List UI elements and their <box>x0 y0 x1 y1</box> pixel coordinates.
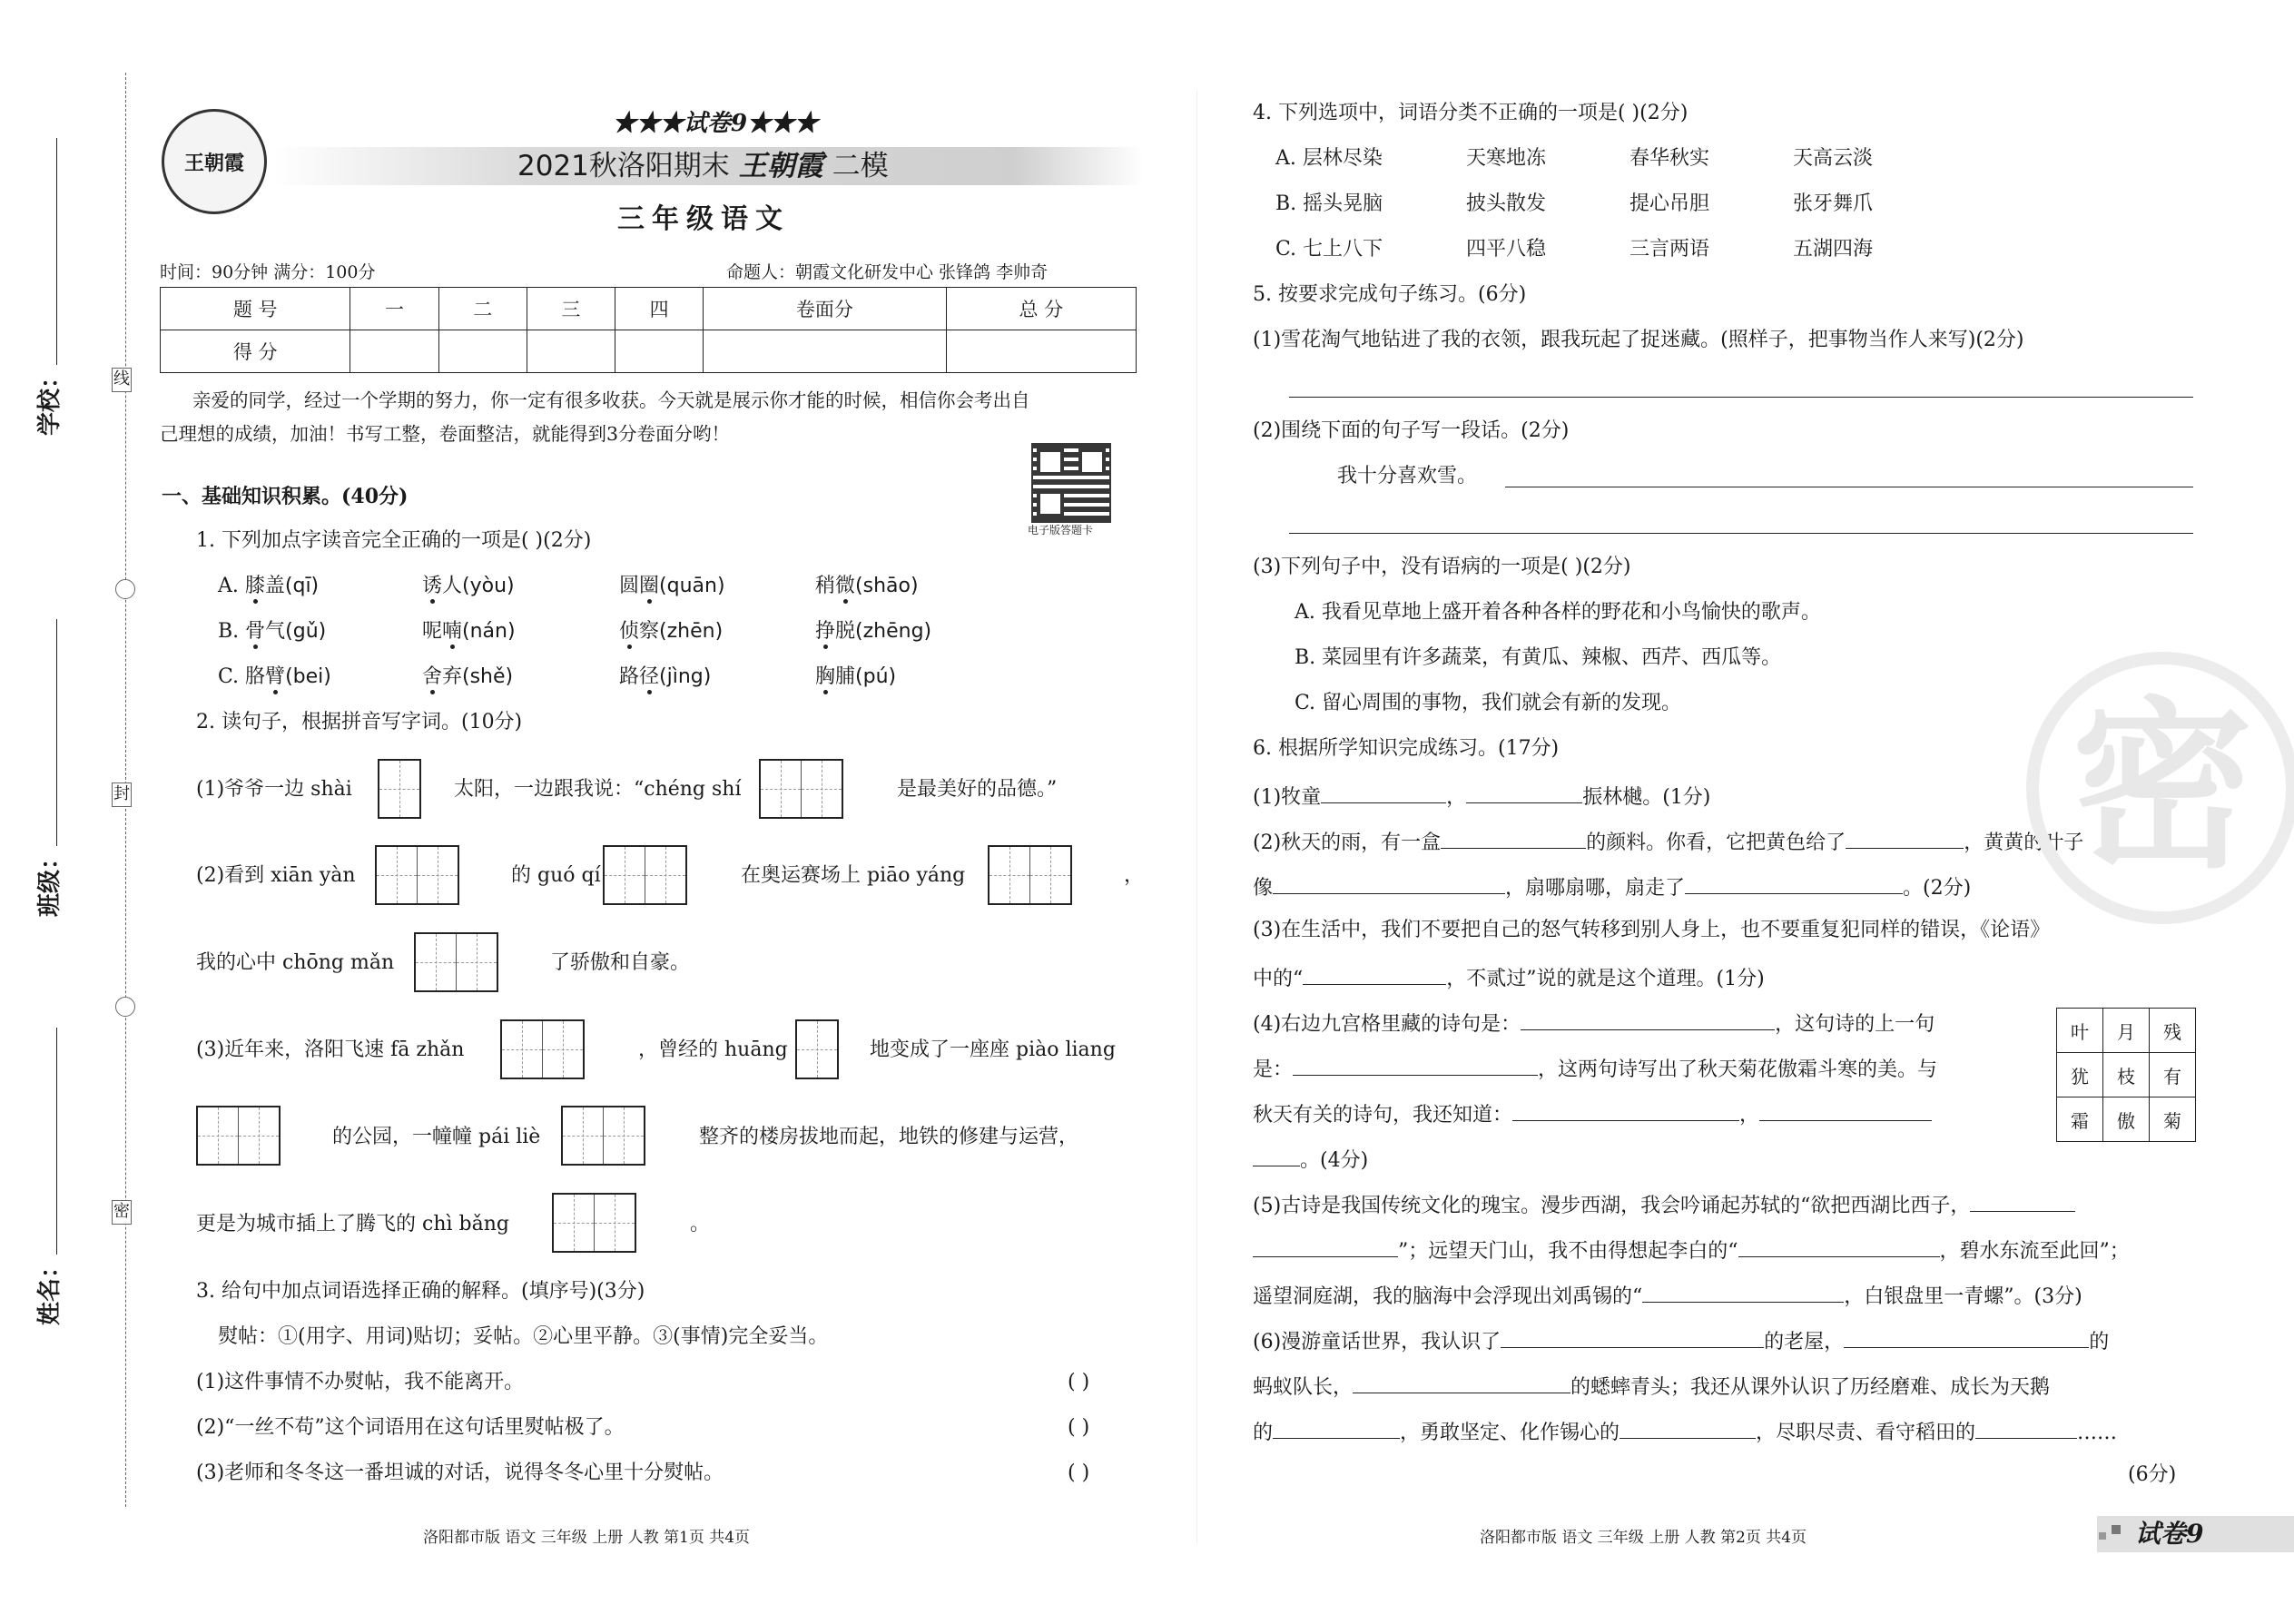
q4-a-2: 天寒地冻 <box>1466 147 1547 170</box>
logo-text: 王朝霞 <box>183 151 244 175</box>
q3-item-1: (1)这件事情不办熨帖，我不能离开。 <box>196 1371 525 1393</box>
q6-6-line-1: (6)漫游童话世界，我认识了 的老屋， 的 <box>1253 1327 2109 1353</box>
grid-cell: 霜 <box>2057 1097 2103 1142</box>
q6-4-line-4: 。(4分) <box>1253 1146 1368 1172</box>
score-table-score-row <box>161 330 1137 373</box>
right-page-footer: 洛阳都市版 语文 三年级 上册 人教 第2页 共4页 <box>1480 1529 1807 1547</box>
q6-6-line-3: 的 ，勇敢坚定、化作锡心的 ，尽职尽责、看守稻田的 …… <box>1253 1418 2117 1444</box>
score-input[interactable] <box>704 330 946 373</box>
q2-s4-text-c: 地变成了一座座 piào liang <box>870 1038 1116 1061</box>
q2-write-box-guoqi[interactable] <box>603 845 687 905</box>
qr-code[interactable] <box>1031 443 1111 523</box>
q2-write-box-chongman[interactable] <box>414 932 498 992</box>
score-cell: 得 分 <box>161 330 350 373</box>
q4-b-3: 提心吊胆 <box>1629 192 1710 215</box>
exam-title-prefix: 2021秋洛阳期末 <box>517 150 730 182</box>
q6-4-blank-3[interactable] <box>1512 1100 1739 1121</box>
q5-3: (3)下列句子中，没有语病的一项是( )(2分) <box>1253 556 1631 578</box>
q6-2-blank-3[interactable] <box>1273 873 1505 894</box>
q1-c-4: 胸脯(pú) <box>815 665 897 688</box>
page-divider <box>1196 91 1197 1543</box>
grid-cell: 枝 <box>2103 1053 2150 1097</box>
logo-badge <box>162 109 267 214</box>
poem-nine-grid <box>2056 1008 2196 1142</box>
q6-6-line-2: 蚂蚁队长， 的蟋蟀青头；我还从课外认识了历经磨难、成长为天鹅 <box>1253 1373 2050 1399</box>
score-input[interactable] <box>615 330 704 373</box>
q2-s2-text-c: 在奥运赛场上 piāo yáng <box>741 864 966 887</box>
q6-4-blank-1[interactable] <box>1521 1009 1775 1030</box>
exam-main-title <box>517 151 889 183</box>
q6-3-blank[interactable] <box>1303 964 1446 985</box>
score-cell: 一 <box>350 288 438 330</box>
q2-s1-text-c: 是最美好的品德。” <box>897 778 1058 801</box>
q4-c-3: 三言两语 <box>1629 238 1710 261</box>
q6-6-blank-5[interactable] <box>1620 1418 1756 1439</box>
q6-5-blank-1[interactable] <box>1970 1191 2075 1212</box>
paper-tag-deco <box>2099 1532 2106 1540</box>
q2-s5-text-b: 整齐的楼房拔地而起，地铁的修建与运营， <box>699 1126 1079 1148</box>
q1-b-3: 侦察(zhēn) <box>619 620 724 643</box>
q2-write-box-piaoliang[interactable] <box>196 1106 281 1166</box>
q6-6-score: (6分) <box>2128 1463 2177 1486</box>
q6-2-blank-4[interactable] <box>1685 873 1903 894</box>
q6-1: (1)牧童 ， 振林樾。(1分) <box>1253 782 1710 809</box>
grid-cell: 叶 <box>2057 1009 2103 1053</box>
q6-4-line-2: 是： ，这两句诗写出了秋天菊花傲霜斗寒的美。与 <box>1253 1055 1937 1081</box>
q1-a-4: 稍微(shāo) <box>815 575 919 597</box>
grid-cell: 有 <box>2150 1053 2196 1097</box>
q4-a-4: 天高云淡 <box>1793 147 1874 170</box>
section-1-heading: 一、基础知识积累。(40分) <box>162 485 409 508</box>
intro-line-1: 亲爱的同学，经过一个学期的努力，你一定有很多收获。今天就是展示你才能的时候，相信你会考出自 <box>192 389 1030 411</box>
q3-answer-2[interactable]: ( ) <box>1068 1416 1090 1439</box>
q6-5-line-3: 遥望洞庭湖，我的脑海中会浮现出刘禹锡的“ ，白银盘里一青螺”。(3分) <box>1253 1282 2082 1308</box>
q6-6-blank-4[interactable] <box>1273 1418 1400 1439</box>
exam-authors: 命题人：朝霞文化研发中心 张锋鸽 李帅奇 <box>726 262 1049 282</box>
q2-write-box-huang[interactable] <box>795 1019 839 1079</box>
q2-s2-text-b: 的 guó qí <box>511 864 601 887</box>
score-cell: 总 分 <box>946 288 1136 330</box>
q2-s1-text-b: 太阳，一边跟我说：“chéng shí <box>454 778 742 801</box>
q6-3-line-2: 中的“ ，不贰过”说的就是这个道理。(1分) <box>1253 964 1765 990</box>
q6-1-blank-1[interactable] <box>1321 782 1446 803</box>
question-4: 4. 下列选项中，词语分类不正确的一项是( )(2分) <box>1253 102 1689 124</box>
q1-b-2: 呢喃(nán) <box>422 620 516 643</box>
grid-cell: 残 <box>2150 1009 2196 1053</box>
q3-item-3: (3)老师和冬冬这一番坦诚的对话，说得冬冬心里十分熨帖。 <box>196 1462 724 1484</box>
q2-s2-text-d: ， <box>1124 864 1145 887</box>
score-cell: 卷面分 <box>704 288 946 330</box>
q5-1: (1)雪花淘气地钻进了我的衣领，跟我玩起了捉迷藏。(照样子，把事物当作人来写)(2分) <box>1253 329 2024 351</box>
q2-write-box-fazhan[interactable] <box>500 1019 585 1079</box>
exam-title-suffix: 二模 <box>832 150 889 182</box>
q6-6-blank-2[interactable] <box>1844 1327 2089 1348</box>
margin-school-label: 学校： <box>36 364 64 436</box>
q2-write-box-piaoyang[interactable] <box>988 845 1072 905</box>
q2-write-box-shai[interactable] <box>378 759 421 819</box>
score-input[interactable] <box>438 330 527 373</box>
q1-a-3: 圆圈(quān) <box>619 575 725 597</box>
exam-subject: 三年级语文 <box>617 203 790 235</box>
q6-2-blank-2[interactable] <box>1846 828 1964 849</box>
margin-name-field[interactable] <box>36 1028 64 1325</box>
grid-cell: 月 <box>2103 1009 2150 1053</box>
q2-s6-text-b: 。 <box>690 1213 711 1235</box>
binding-circle-2 <box>115 997 135 1017</box>
exam-time-score: 时间：90分钟 满分：100分 <box>160 262 376 282</box>
q5-2: (2)围绕下面的句子写一段话。(2分) <box>1253 419 1570 442</box>
exam-title-brand: 王朝霞 <box>738 150 823 182</box>
score-table <box>160 287 1137 373</box>
q4-c-2: 四平八稳 <box>1466 238 1547 261</box>
question-2: 2. 读句子，根据拼音写字词。(10分) <box>196 711 523 733</box>
q6-5-blank-2[interactable] <box>1253 1236 1398 1257</box>
question-3: 3. 给句中加点词语选择正确的解释。(填序号)(3分) <box>196 1280 645 1303</box>
q2-s3-text-a: 我的心中 chōng mǎn <box>196 951 395 974</box>
q2-s1-text-a: (1)爷爷一边 shài <box>196 778 352 801</box>
score-table-header-row <box>161 288 1137 330</box>
q1-a-1[interactable]: A. 膝盖(qī) <box>218 575 320 597</box>
q6-2-line-1: (2)秋天的雨，有一盒 的颜料。你看，它把黄色给了 ，黄黄的叶子 <box>1253 828 2083 854</box>
intro-line-2: 己理想的成绩，加油！书写工整，卷面整洁，就能得到3分卷面分哟！ <box>160 423 731 445</box>
q5-3-option-a[interactable]: A. 我看见草地上盛开着各种各样的野花和小鸟愉快的歌声。 <box>1295 601 1821 624</box>
q1-c-3: 路径(jìng) <box>619 665 712 688</box>
q6-2-line-2: 像 ，扇哪扇哪，扇走了 。(2分) <box>1253 873 1971 900</box>
q6-5-blank-3[interactable] <box>1738 1236 1940 1257</box>
q6-4-line-3: 秋天有关的诗句，我还知道： ， <box>1253 1100 1932 1127</box>
score-cell: 四 <box>615 288 704 330</box>
question-5: 5. 按要求完成句子练习。(6分) <box>1253 283 1527 306</box>
q2-s5-text-a: 的公园，一幢幢 pái liè <box>332 1126 541 1148</box>
q1-a-2: 诱人(yòu) <box>422 575 515 597</box>
q6-4-blank-5[interactable] <box>1253 1146 1300 1166</box>
paper-tag-deco <box>2112 1525 2121 1534</box>
q2-s4-text-a: (3)近年来，洛阳飞速 fā zhǎn <box>196 1038 465 1061</box>
q4-c-1[interactable]: C. 七上八下 <box>1275 238 1383 261</box>
q1-b-4: 挣脱(zhēng) <box>815 620 932 643</box>
q4-c-4: 五湖四海 <box>1793 238 1874 261</box>
q2-write-box-chengshi[interactable] <box>759 759 843 819</box>
q6-4-blank-4[interactable] <box>1759 1100 1932 1121</box>
q5-2-sentence: 我十分喜欢雪。 <box>1337 465 1478 487</box>
score-input[interactable] <box>946 330 1136 373</box>
q1-c-2: 舍弃(shě) <box>422 665 514 688</box>
q6-2-blank-1[interactable] <box>1441 828 1586 849</box>
q4-a-3: 春华秋实 <box>1629 147 1710 170</box>
q4-b-2: 披头散发 <box>1466 192 1547 215</box>
score-input[interactable] <box>350 330 438 373</box>
binding-circle-1 <box>115 579 135 599</box>
qr-caption: 电子版答题卡 <box>1028 524 1094 536</box>
grid-cell: 犹 <box>2057 1053 2103 1097</box>
q2-s2-text-a: (2)看到 xiān yàn <box>196 864 356 887</box>
q6-5-line-2: ”；远望天门山，我不由得想起李白的“ ，碧水东流至此回”； <box>1253 1236 2130 1263</box>
q1-b-1[interactable]: B. 骨气(gǔ) <box>218 620 327 643</box>
q6-6-blank-1[interactable] <box>1501 1327 1764 1348</box>
score-input[interactable] <box>527 330 615 373</box>
q5-3-option-c[interactable]: C. 留心周围的事物，我们就会有新的发现。 <box>1295 692 1682 714</box>
paper-tag: 试卷9 <box>2135 1519 2204 1549</box>
q6-4-line-1: (4)右边九宫格里藏的诗句是： ，这句诗的上一句 <box>1253 1009 1935 1036</box>
q6-6-blank-6[interactable] <box>1975 1418 2077 1439</box>
q5-3-option-b[interactable]: B. 菜园里有许多蔬菜，有黄瓜、辣椒、西芹、西瓜等。 <box>1295 646 1782 669</box>
q6-5-line-1: (5)古诗是我国传统文化的瑰宝。漫步西湖，我会吟诵起苏轼的“欲把西湖比西子， <box>1253 1191 2075 1217</box>
grid-cell: 傲 <box>2103 1097 2150 1142</box>
q2-s4-text-b: ，曾经的 huāng <box>638 1038 788 1061</box>
q6-1-blank-2[interactable] <box>1466 782 1582 803</box>
q5-2-answer-line-2[interactable] <box>1289 533 2193 534</box>
q3-answer-1[interactable]: ( ) <box>1068 1371 1090 1393</box>
q3-definition: 熨帖：①(用字、用词)贴切；妥帖。②心里平静。③(事情)完全妥当。 <box>218 1325 829 1348</box>
q4-a-1[interactable]: A. 层林尽染 <box>1275 147 1383 170</box>
score-cell: 二 <box>438 288 527 330</box>
q5-1-answer-line[interactable] <box>1289 397 2193 398</box>
seal-char: 密 <box>2071 682 2253 893</box>
q6-4-blank-2[interactable] <box>1293 1055 1538 1076</box>
q4-b-4: 张牙舞爪 <box>1793 192 1874 215</box>
question-6: 6. 根据所学知识完成练习。(17分) <box>1253 737 1560 760</box>
score-cell: 三 <box>527 288 615 330</box>
q6-5-blank-4[interactable] <box>1642 1282 1844 1303</box>
q6-3-line-1: (3)在生活中，我们不要把自己的怒气转移到别人身上，也不要重复犯同样的错误，《论语》 <box>1253 919 2051 941</box>
margin-class-field[interactable] <box>36 619 64 917</box>
margin-name-label: 姓名： <box>36 1254 64 1325</box>
margin-mark-mi: 密 <box>112 1200 132 1225</box>
secret-seal-watermark <box>2026 652 2294 924</box>
q3-answer-3[interactable]: ( ) <box>1068 1462 1090 1484</box>
q2-write-box-xianyan[interactable] <box>375 845 459 905</box>
score-cell: 题 号 <box>161 288 350 330</box>
q1-c-1[interactable]: C. 胳臂(bei) <box>218 665 331 688</box>
q2-write-box-chibang[interactable] <box>552 1193 636 1253</box>
left-page-footer: 洛阳都市版 语文 三年级 上册 人教 第1页 共4页 <box>423 1529 751 1547</box>
grid-cell: 菊 <box>2150 1097 2196 1142</box>
q2-s6-text-a: 更是为城市插上了腾飞的 chì bǎng <box>196 1213 509 1235</box>
exam-number-stars: ★★★试卷9★★★ <box>613 110 819 137</box>
q2-write-box-pailie[interactable] <box>561 1106 645 1166</box>
margin-class-label: 班级： <box>36 845 64 917</box>
q3-item-2: (2)“一丝不苟”这个词语用在这句话里熨帖极了。 <box>196 1416 625 1439</box>
q2-s3-text-b: 了骄傲和自豪。 <box>550 951 691 974</box>
q4-b-1[interactable]: B. 摇头晃脑 <box>1275 192 1383 215</box>
margin-school-field[interactable] <box>36 138 64 436</box>
question-1: 1. 下列加点字读音完全正确的一项是( )(2分) <box>196 529 592 552</box>
margin-mark-feng: 封 <box>112 782 132 807</box>
margin-mark-xian: 线 <box>112 368 132 392</box>
q6-6-blank-3[interactable] <box>1353 1373 1570 1393</box>
